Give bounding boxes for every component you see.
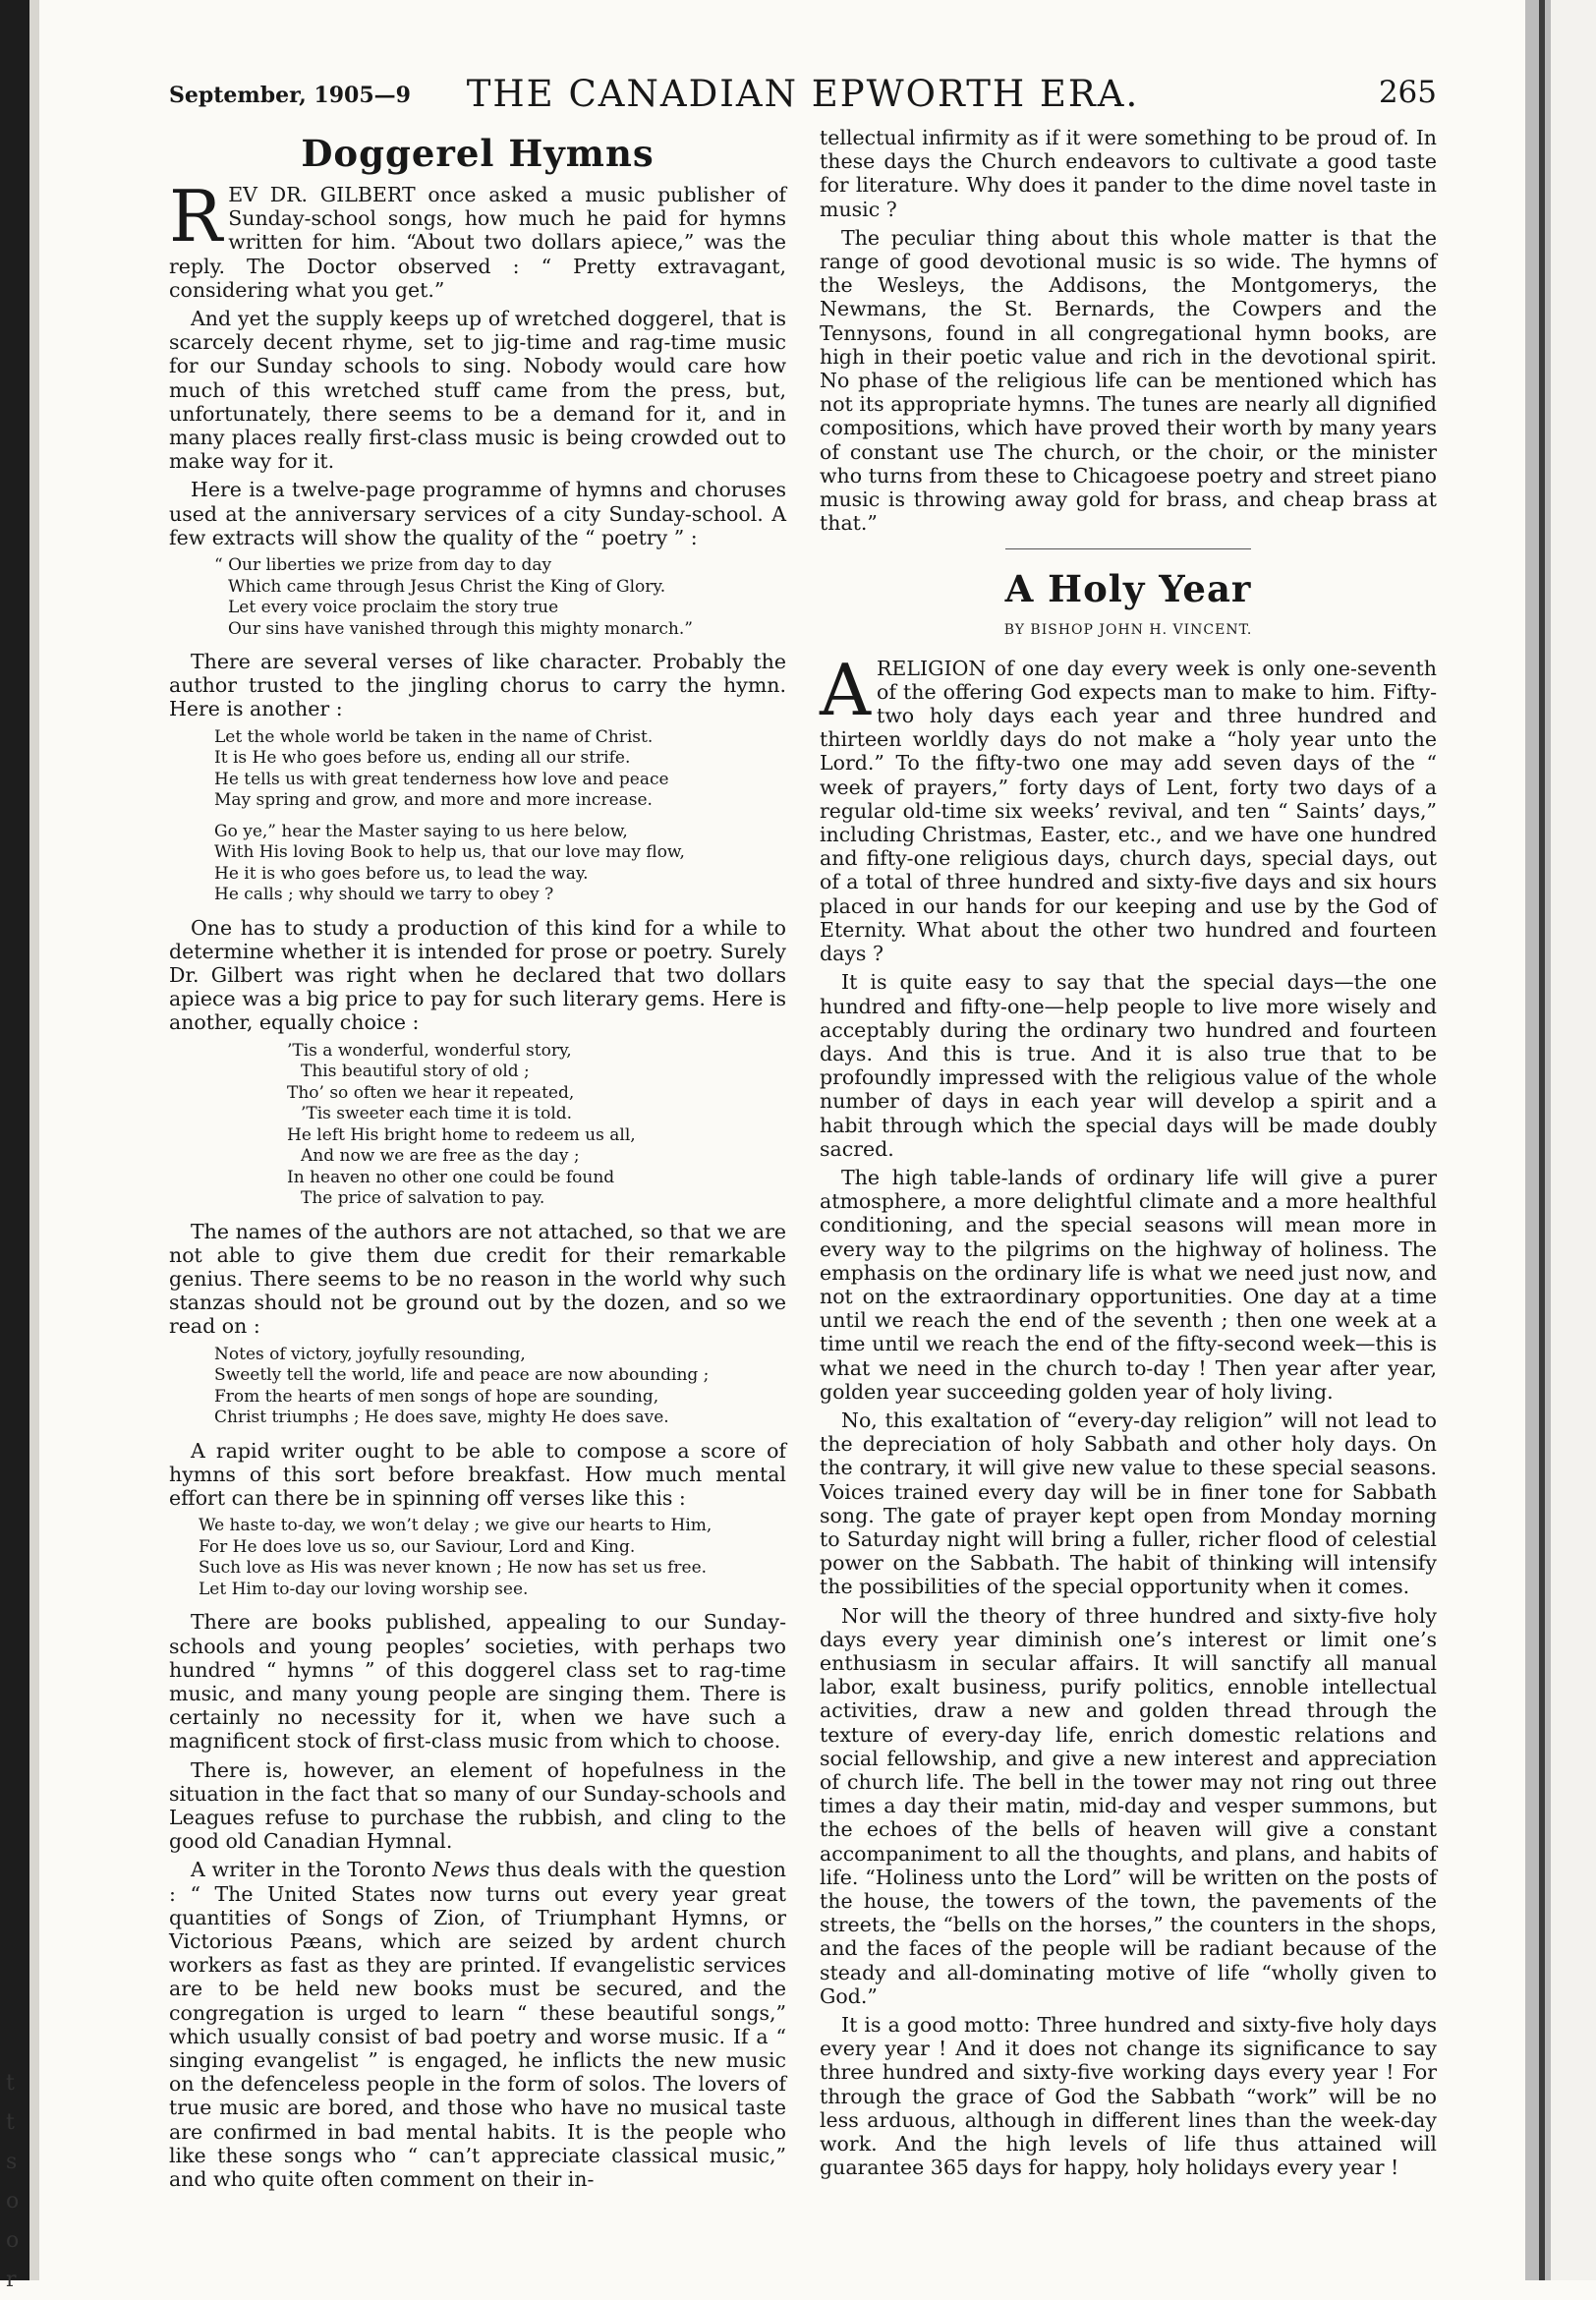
verse-line: This beautiful story of old ; [301,1062,530,1082]
section-divider [1005,548,1251,549]
margin-mark: r [6,2268,17,2292]
paragraph: It is quite easy to say that the special days—the one hundred and fifty-one—help people to live more wisely and acceptably during the ordinary two hundred and fourteen days. And this is true. And it is also true that to be profoundly impressed with the religious value of the whole number of days in each year will develop a spirit and a habit through which the special days will be made doubly sacred. [820,970,1437,1161]
hymn-excerpt [214,555,786,640]
page-number: 265 [1378,75,1437,110]
verse-line: In heaven no other one could be found [287,1167,615,1187]
verse-line: He calls ; why should we tarry to obey ? [214,885,554,905]
running-header [169,73,1437,116]
publication-title: THE CANADIAN EPWORTH ERA. [466,73,1140,115]
verse-line: With His loving Book to help us, that our love may flow, [214,842,685,863]
issue-date: September, 1905—9 [169,83,411,108]
verse-line: ’Tis sweeter each time it is told. [301,1104,573,1124]
paragraph: A writer in the Toronto News thus deals with the question : “ The United States now turns out every year great quantities of Songs of Zion, of Triumphant Hymns, or Victorious Pæans, which are seized by ardent church workers as fast as they are printed. If evangelistic services are to be held new books must be secured, and the congregation is urged to learn “ these beautiful songs,” which usually consist of bad poetry and worse music. If a “ singing evangelist ” is engaged, he inflicts the new music on the defenceless people in the form of solos. The lovers of true music are bored, and those who have no musical taste are confirmed in bad mental habits. It is the people who like these songs who “ can’t appreciate classical music,” and who quite often comment on their in- [169,1858,787,2191]
verse-line: He left His bright home to redeem us all, [287,1124,636,1145]
left-column [169,126,786,2196]
paragraph: And yet the supply keeps up of wretched doggerel, that is scarcely decent rhyme, set to jig-time and rag-time music for our Sunday schools to sing. Nobody would care how much of this wretched stuff came from the press, but, unfortunately, there seems to be a demand for it, and in many places really first-class music is being crowded out to make way for it. [169,307,786,474]
paragraph: ARELIGION of one day every week is only one-seventh of the offering God expects man to make to him. Fifty-two holy days each year and three hundred and thirteen worldly days do not make a “holy year unto the Lord.” To the fifty-two one may add seven days of the “ week of prayers,” forty days of Lent, forty two days of a regular old-time six weeks’ revival, and ten “ Saints’ days,” including Christmas, Easter, etc., and we have one hundred and fifty-one religious days, church days, special days, out of a total of three hundred and sixty-five days and six hours placed in our hands for our keeping and use by the God of Eternity. What about the other two hundred and fourteen days ? [820,648,1437,966]
page-edge [1525,0,1596,2280]
margin-mark: o [6,2189,20,2214]
newspaper-name: News [432,1858,490,1882]
hymn-excerpt [199,1516,786,1600]
verse-line: Let every voice proclaim the story true [228,598,559,618]
verse-line: Which came through Jesus Christ the King of Glory. [228,576,666,597]
article-heading-doggerel-hymns: Doggerel Hymns [301,132,655,175]
verse-line: He tells us with great tenderness how love and peace [214,769,669,789]
paragraph: REV DR. GILBERT once asked a music publisher of Sunday-school songs, how much he paid for hymns written for him. “About two dollars apiece,” was the reply. The Doctor observed : “ Pretty extravagant, considering what you get.” [169,175,786,302]
verse-line: Tho’ so often we hear it repeated, [287,1082,575,1103]
verse-line: Notes of victory, joyfully resounding, [214,1344,526,1364]
verse-line: May spring and grow, and more and more increase. [214,790,653,811]
paragraph: The high table-lands of ordinary life will give a purer atmosphere, a more delightful climate and a more healthful conditioning, and the special seasons will mean more in every way to the pilgrims on the highway of holiness. The emphasis on the ordinary life is what we need just now, and not on the extraordinary opportunities. One day at a time until we reach the end of the seventh ; then one week at a time until we reach the end of the fifty-second week—this is what we need in the church to-day ! Then year after year, golden year succeeding golden year of holy living. [820,1165,1437,1404]
verse-line: From the hearts of men songs of hope are sounding, [214,1386,659,1407]
drop-cap: A [820,648,871,731]
right-column [820,126,1437,2184]
paragraph: Nor will the theory of three hundred and sixty-five holy days every year diminish one’s interest or limit one’s enthusiasm in secular affairs. It will sanctify all manual labor, exalt business, purify politics, ennoble intellectual activities, draw a new and golden thread through the texture of every-day life, enrich domestic relations and social fellowship, and give a new interest and appreciation of church life. The bell in the tower may not ring out three times a day their matin, mid-day and vesper summons, but the echoes of the bells of heaven will give a constant accompaniment to all the thoughts, and plans, and habits of life. “Holiness unto the Lord” will be written on the posts of the house, the towers of the town, the pavements of the streets, the “bells on the horses,” the counters in the shops, and the faces of the people will be radiant because of the steady and all-dominating motive of life “wholly given to God.” [820,1603,1437,2008]
drop-cap: R [169,175,223,258]
verse-line: He it is who goes before us, to lead the way. [214,863,589,884]
paragraph: The names of the authors are not attached, so that we are not able to give them due credit for their remarkable genius. There seems to be no reason in the world why such stanzas should not be ground out by the dozen, and so we read on : [169,1219,786,1339]
hymn-excerpt [287,1041,786,1210]
verse-line: Christ triumphs ; He does save, mighty He does save. [214,1408,669,1428]
paragraph: There are books published, appealing to our Sunday-schools and young peoples’ societies, with perhaps two hundred “ hymns ” of this doggerel class set to rag-time music, and many young people are singing them. There is certainly no necessity for it, when we have such a magnificent stock of first-class music from which to choose. [169,1610,786,1754]
article-heading-holy-year: A Holy Year [1004,567,1252,611]
paragraph: It is a good motto: Three hundred and sixty-five holy days every year ! And it does not change its significance to say three hundred and sixty-five working days every year ! For through the grace of God the Sabbath “work” will be no less arduous, although in different lines than the week-day work. And the high levels of life thus attained will guarantee 365 days for happy, holy holidays every year ! [820,2013,1437,2180]
verse-line: We haste to-day, we won’t delay ; we give our hearts to Him, [199,1516,712,1536]
paragraph: A rapid writer ought to be able to compose a score of hymns of this sort before breakfast. How much mental effort can there be in spinning off verses like this : [169,1438,786,1511]
margin-marks [6,2064,26,2300]
verse-line: ’Tis a wonderful, wonderful story, [287,1040,572,1061]
margin-mark: s [6,2150,18,2174]
hymn-excerpt [214,1345,786,1429]
verse-line: Sweetly tell the world, life and peace are now abounding ; [214,1365,710,1386]
verse-line: It is He who goes before us, ending all our strife. [214,748,631,769]
verse-line: For He does love us so, our Saviour, Lord and King. [199,1536,636,1557]
paragraph: Here is a twelve-page programme of hymns and choruses used at the anniversary services of a city Sunday-school. A few extracts will show the quality of the “ poetry ” : [169,478,786,549]
margin-mark: o [6,2228,20,2253]
paragraph: There are several verses of like character. Probably the author trusted to the jingling chorus to carry the hymn. Here is another : [169,650,786,721]
paragraph: There is, however, an element of hopefulness in the situation in the fact that so many of our Sunday-schools and Leagues refuse to purchase the rubbish, and cling to the good old Canadian Hymnal. [169,1757,786,1854]
byline: BY BISHOP JOHN H. VINCENT. [1003,622,1253,639]
paragraph: The peculiar thing about this whole matter is that the range of good devotional music is so wide. The hymns of the Wesleys, the Addisons, the Montgomerys, the Newmans, the St. Bernards, the Cowpers and the Tennysons, found in all congregational hymn books, are high in their poetic value and rich in the devotional spirit. No phase of the religious life can be mentioned which has not its appropriate hymns. The tunes are nearly all dignified compositions, which have proved their worth by many years of constant use The church, or the choir, or the minister who turns from these to Chicagoese poetry and street piano music is throwing away gold for brass, and cheap brass at that.” [820,225,1437,536]
verse-line: Go ye,” hear the Master saying to us here below, [214,821,628,841]
verse-line: And now we are free as the day ; [301,1146,580,1167]
paragraph: One has to study a production of this kind for a while to determine whether it is intended for prose or poetry. Surely Dr. Gilbert was right when he declared that two dollars apiece was a big price to pay for such literary gems. Here is another, equally choice : [169,915,786,1035]
verse-line: The price of salvation to pay. [301,1188,545,1209]
binding-edge [0,0,37,2280]
margin-mark: t [6,2071,15,2096]
paragraph: tellectual infirmity as if it were something to be proud of. In these days the Church endeavors to cultivate a good taste for literature. Why does it pander to the dime novel taste in music ? [820,126,1437,221]
verse-line: Let the whole world be taken in the name of Christ. [214,726,654,747]
verse-line: Let Him to-day our loving worship see. [199,1579,529,1599]
paragraph: No, this exaltation of “every-day religion” will not lead to the depreciation of holy Sabbath and other holy days. On the contrary, it will give new value to these special seasons. Voices trained every day will be in finer tone for Sabbath song. The gate of prayer kept open from Monday morning to Saturday night will bring a fuller, richer flood of celestial power on the Sabbath. The habit of thinking will intensify the possibilities of the special opportunity when it comes. [820,1408,1437,1599]
margin-mark: t [6,2110,15,2135]
verse-line: Our sins have vanished through this mighty monarch.” [228,618,693,639]
verse-line: “ Our liberties we prize from day to day [214,555,552,576]
verse-line: Such love as His was never known ; He now has set us free. [199,1558,708,1579]
hymn-excerpt [214,727,786,906]
